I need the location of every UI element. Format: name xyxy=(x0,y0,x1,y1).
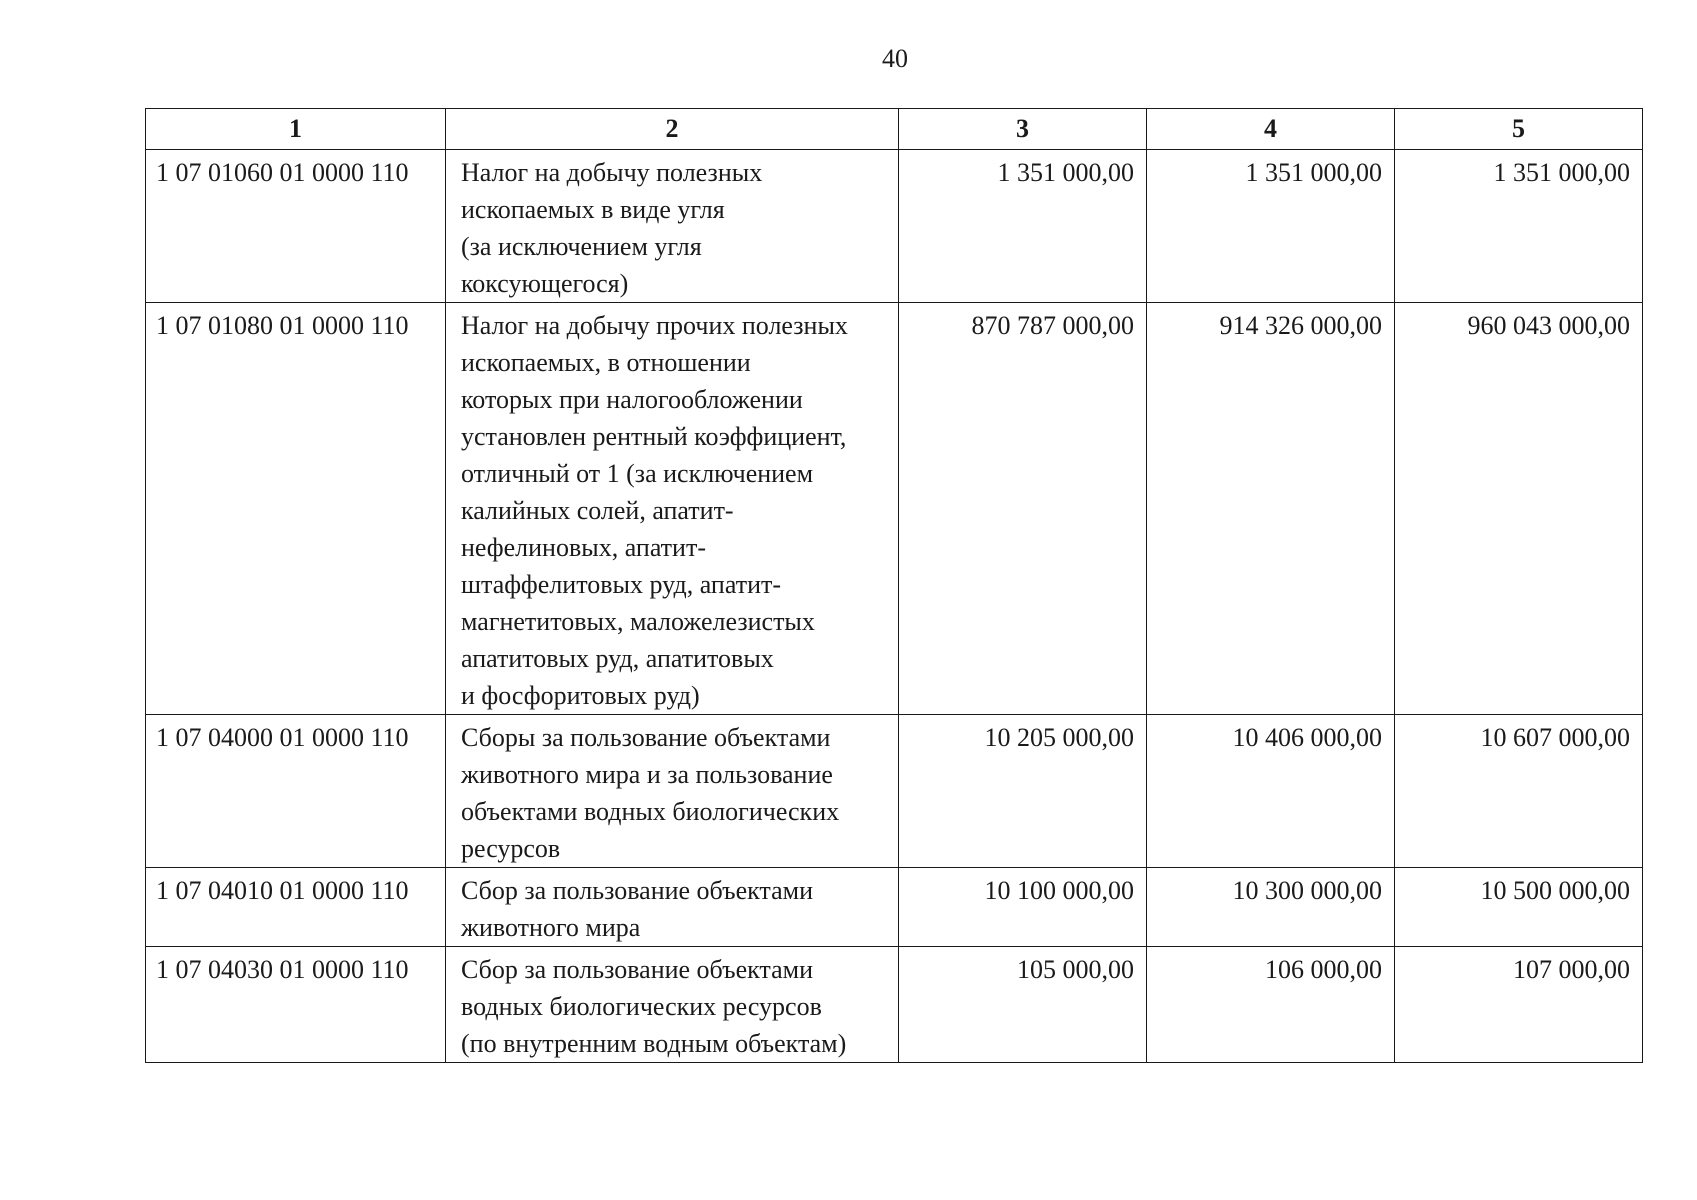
amount-col-3: 10 205 000,00 xyxy=(899,715,1147,868)
revenue-name: Сбор за пользование объектами животного мира xyxy=(446,868,899,947)
table-row xyxy=(146,303,1643,715)
amount-col-3: 105 000,00 xyxy=(899,947,1147,1063)
budget-code: 1 07 04000 01 0000 110 xyxy=(146,715,446,868)
amount-col-5: 960 043 000,00 xyxy=(1395,303,1643,715)
header-col-1: 1 xyxy=(146,109,446,150)
budget-code: 1 07 04030 01 0000 110 xyxy=(146,947,446,1063)
table-row xyxy=(146,150,1643,303)
budget-code: 1 07 04010 01 0000 110 xyxy=(146,868,446,947)
header-col-2: 2 xyxy=(446,109,899,150)
table-row xyxy=(146,868,1643,947)
amount-col-3: 10 100 000,00 xyxy=(899,868,1147,947)
budget-revenue-table xyxy=(145,108,1643,1063)
amount-col-3: 870 787 000,00 xyxy=(899,303,1147,715)
amount-col-5: 10 607 000,00 xyxy=(1395,715,1643,868)
amount-col-4: 106 000,00 xyxy=(1147,947,1395,1063)
amount-col-5: 10 500 000,00 xyxy=(1395,868,1643,947)
header-col-3: 3 xyxy=(899,109,1147,150)
amount-col-4: 914 326 000,00 xyxy=(1147,303,1395,715)
amount-col-4: 10 300 000,00 xyxy=(1147,868,1395,947)
amount-col-3: 1 351 000,00 xyxy=(899,150,1147,303)
revenue-name: Налог на добычу прочих полезных ископаемых, в отношении которых при налогообложении установлен рентный коэффициент, отличный от 1 (за исключением калийных солей, апатит- нефелиновых, апатит- штаффелитовых руд, апатит- магнетитовых, маложелезистых апатитовых руд, апатитовых и фосфоритовых руд) xyxy=(446,303,899,715)
table-row xyxy=(146,947,1643,1063)
header-row xyxy=(146,109,1643,150)
budget-code: 1 07 01060 01 0000 110 xyxy=(146,150,446,303)
amount-col-5: 1 351 000,00 xyxy=(1395,150,1643,303)
revenue-name: Сбор за пользование объектами водных биологических ресурсов (по внутренним водным объектам) xyxy=(446,947,899,1063)
header-col-4: 4 xyxy=(1147,109,1395,150)
amount-col-4: 10 406 000,00 xyxy=(1147,715,1395,868)
revenue-name: Налог на добычу полезных ископаемых в виде угля (за исключением угля коксующегося) xyxy=(446,150,899,303)
revenue-name: Сборы за пользование объектами животного мира и за пользование объектами водных биологических ресурсов xyxy=(446,715,899,868)
amount-col-4: 1 351 000,00 xyxy=(1147,150,1395,303)
header-col-5: 5 xyxy=(1395,109,1643,150)
amount-col-5: 107 000,00 xyxy=(1395,947,1643,1063)
budget-code: 1 07 01080 01 0000 110 xyxy=(146,303,446,715)
table-row xyxy=(146,715,1643,868)
page-number: 40 xyxy=(882,44,908,73)
